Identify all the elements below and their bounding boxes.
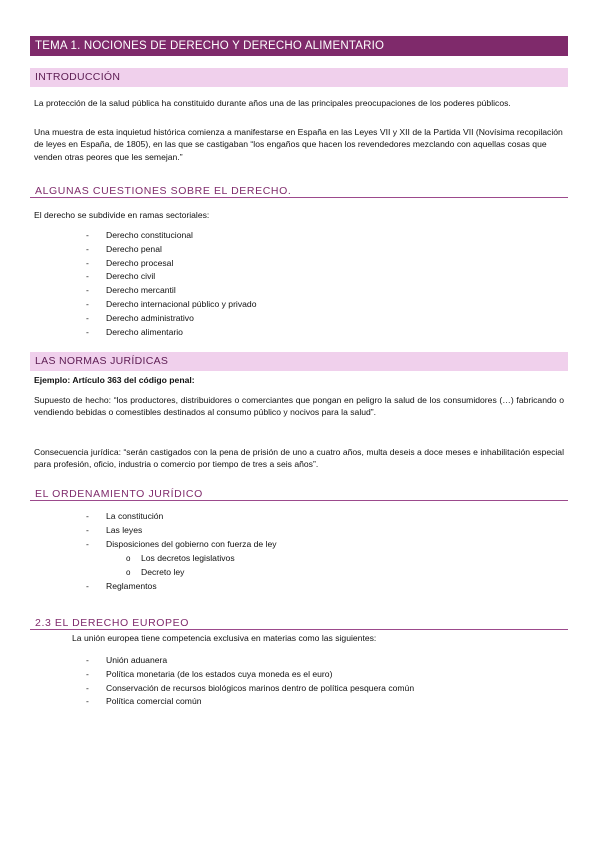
list-item: - Derecho internacional público y privado — [86, 298, 256, 312]
section-heading-ordenamiento: EL ORDENAMIENTO JURÍDICO — [30, 487, 568, 501]
example-label: Ejemplo: Artículo 363 del código penal: — [34, 375, 195, 385]
sub-list-item: o Decreto ley — [126, 566, 235, 580]
list-item: - Las leyes — [86, 524, 277, 538]
supuesto-paragraph: Supuesto de hecho: “los productores, distribuidores o comerciantes que pongan en peligro la salud de los consumidores (…) fabricando o vendiendo bebidas o comestibles destinados al consumo público y nocivos para la salud”. — [34, 395, 564, 418]
ordenamiento-list — [86, 510, 277, 551]
list-item: - Derecho penal — [86, 243, 256, 257]
list-item: - La constitución — [86, 510, 277, 524]
consecuencia-paragraph: Consecuencia jurídica: “serán castigados con la pena de prisión de uno a cuatro años, multa deseis a doce meses e inhabilitación especial para profesión, oficio, industria o comercio por tiempo de tres a seis años”. — [34, 447, 564, 470]
sub-list-item: o Los decretos legislativos — [126, 552, 235, 566]
list-item: - Conservación de recursos biológicos marinos dentro de política pesquera común — [86, 682, 414, 696]
list-item: - Política comercial común — [86, 695, 414, 709]
list-item: - Derecho civil — [86, 270, 256, 284]
list-item: - Unión aduanera — [86, 654, 414, 668]
list-item: - Derecho procesal — [86, 257, 256, 271]
section-heading-cuestiones: ALGUNAS CUESTIONES SOBRE EL DERECHO. — [30, 184, 568, 198]
cuestiones-intro: El derecho se subdivide en ramas sectoriales: — [34, 210, 210, 220]
list-item: - Derecho mercantil — [86, 284, 256, 298]
section-heading-normas: LAS NORMAS JURÍDICAS — [30, 352, 568, 371]
section-heading-europeo: 2.3 EL DERECHO EUROPEO — [30, 616, 568, 630]
list-item: - Reglamentos — [86, 580, 157, 594]
list-item: - Política monetaria (de los estados cuya moneda es el euro) — [86, 668, 414, 682]
list-item: - Derecho constitucional — [86, 229, 256, 243]
ramas-list — [86, 229, 256, 339]
document-title: TEMA 1. NOCIONES DE DERECHO Y DERECHO ALIMENTARIO — [30, 36, 568, 56]
intro-paragraph-2: Una muestra de esta inquietud histórica comienza a manifestarse en España en las Leyes VII y XII de la Partida VII (Novísima recopilación de leyes en España, de 1805), en las que se castigaban “los engaños que hacen los revendedores mezclando con aquellas cosas que venden otras peores que les semejan.” — [34, 127, 563, 162]
ordenamiento-list-bottom — [86, 580, 157, 594]
europeo-intro: La unión europea tiene competencia exclusiva en materias como las siguientes: — [72, 633, 377, 643]
list-item: - Derecho administrativo — [86, 312, 256, 326]
europeo-list — [86, 654, 414, 709]
intro-paragraph-1: La protección de la salud pública ha constituido durante años una de las principales preocupaciones de los poderes públicos. — [34, 98, 511, 108]
ordenamiento-sublist — [126, 552, 235, 580]
list-item: - Derecho alimentario — [86, 326, 256, 340]
section-heading-introduccion: INTRODUCCIÓN — [30, 68, 568, 87]
list-item: - Disposiciones del gobierno con fuerza de ley — [86, 538, 277, 552]
